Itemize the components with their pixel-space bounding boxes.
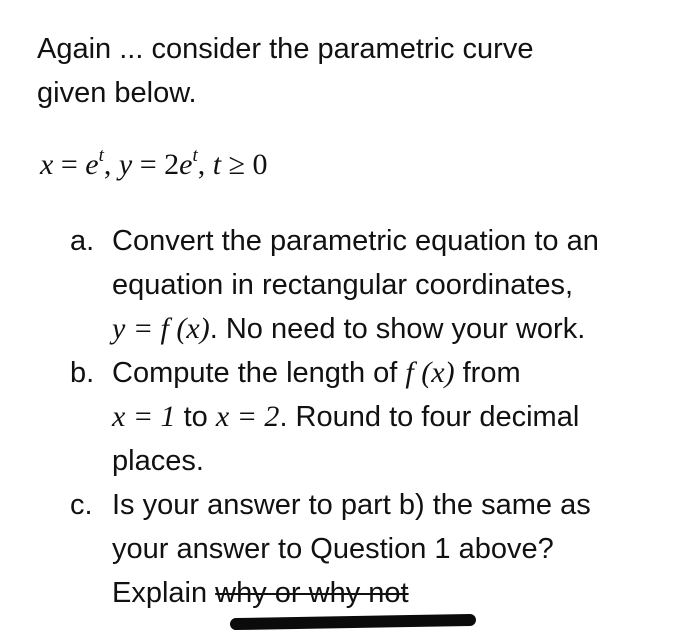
item-b-before: Compute the length of: [112, 357, 406, 389]
eq-exp-1: t: [98, 145, 104, 166]
question-item-c: [70, 483, 690, 615]
intro-line-2: given below.: [37, 77, 197, 109]
item-b-mid: to: [175, 401, 216, 433]
eq-base-1: e: [85, 148, 99, 181]
item-a-after: . No need to show your work.: [209, 313, 586, 345]
item-b-math-1: f (x): [405, 356, 455, 389]
eq-condition: ≥ 0: [221, 148, 268, 181]
item-a-line-1: Convert the parametric equation to an: [112, 225, 599, 257]
item-c-line-2: your answer to Question 1 above?: [112, 533, 554, 565]
item-b-math-2: x = 1: [112, 400, 176, 433]
eq-coef: 2: [164, 148, 180, 181]
intro-paragraph: [37, 27, 533, 115]
question-item-a: [70, 219, 690, 351]
eq-base-2: e: [179, 148, 193, 181]
eq-x: x: [40, 148, 54, 181]
item-c-line-1: Is your answer to part b) the same as: [112, 489, 591, 521]
eq-sep-2: ,: [197, 148, 213, 181]
item-a-line-3: [112, 307, 690, 351]
eq-sep-1: ,: [103, 148, 119, 181]
item-b-math-3: x = 2: [215, 400, 280, 433]
question-list: [70, 219, 690, 615]
eq-exp-2: t: [192, 145, 198, 166]
item-marker-c: c.: [70, 489, 93, 521]
item-b-after-1: from: [454, 357, 521, 389]
item-c-line-3: [112, 571, 690, 615]
item-b-line-1: [112, 351, 690, 395]
eq-equals-2: =: [132, 148, 165, 181]
item-a-math: y = f (x): [112, 312, 210, 345]
eq-equals-1: =: [53, 148, 86, 181]
item-b-after-2: . Round to four decimal: [279, 401, 580, 433]
item-b-line-2: [112, 395, 690, 439]
item-c-visible: Explain: [112, 577, 216, 609]
question-item-b: [70, 351, 690, 483]
item-marker-b: b.: [70, 357, 95, 389]
item-c-cut-text: why or why not: [215, 577, 409, 609]
item-b-line-3: places.: [112, 445, 204, 477]
item-a-line-2: equation in rectangular coordinates,: [112, 269, 574, 301]
eq-y: y: [118, 148, 133, 181]
intro-line-1: Again ... consider the parametric curve: [37, 33, 534, 65]
redaction-scribble: [230, 614, 476, 630]
eq-t: t: [212, 148, 222, 181]
item-marker-a: a.: [70, 225, 95, 257]
parametric-equation: [40, 145, 268, 182]
